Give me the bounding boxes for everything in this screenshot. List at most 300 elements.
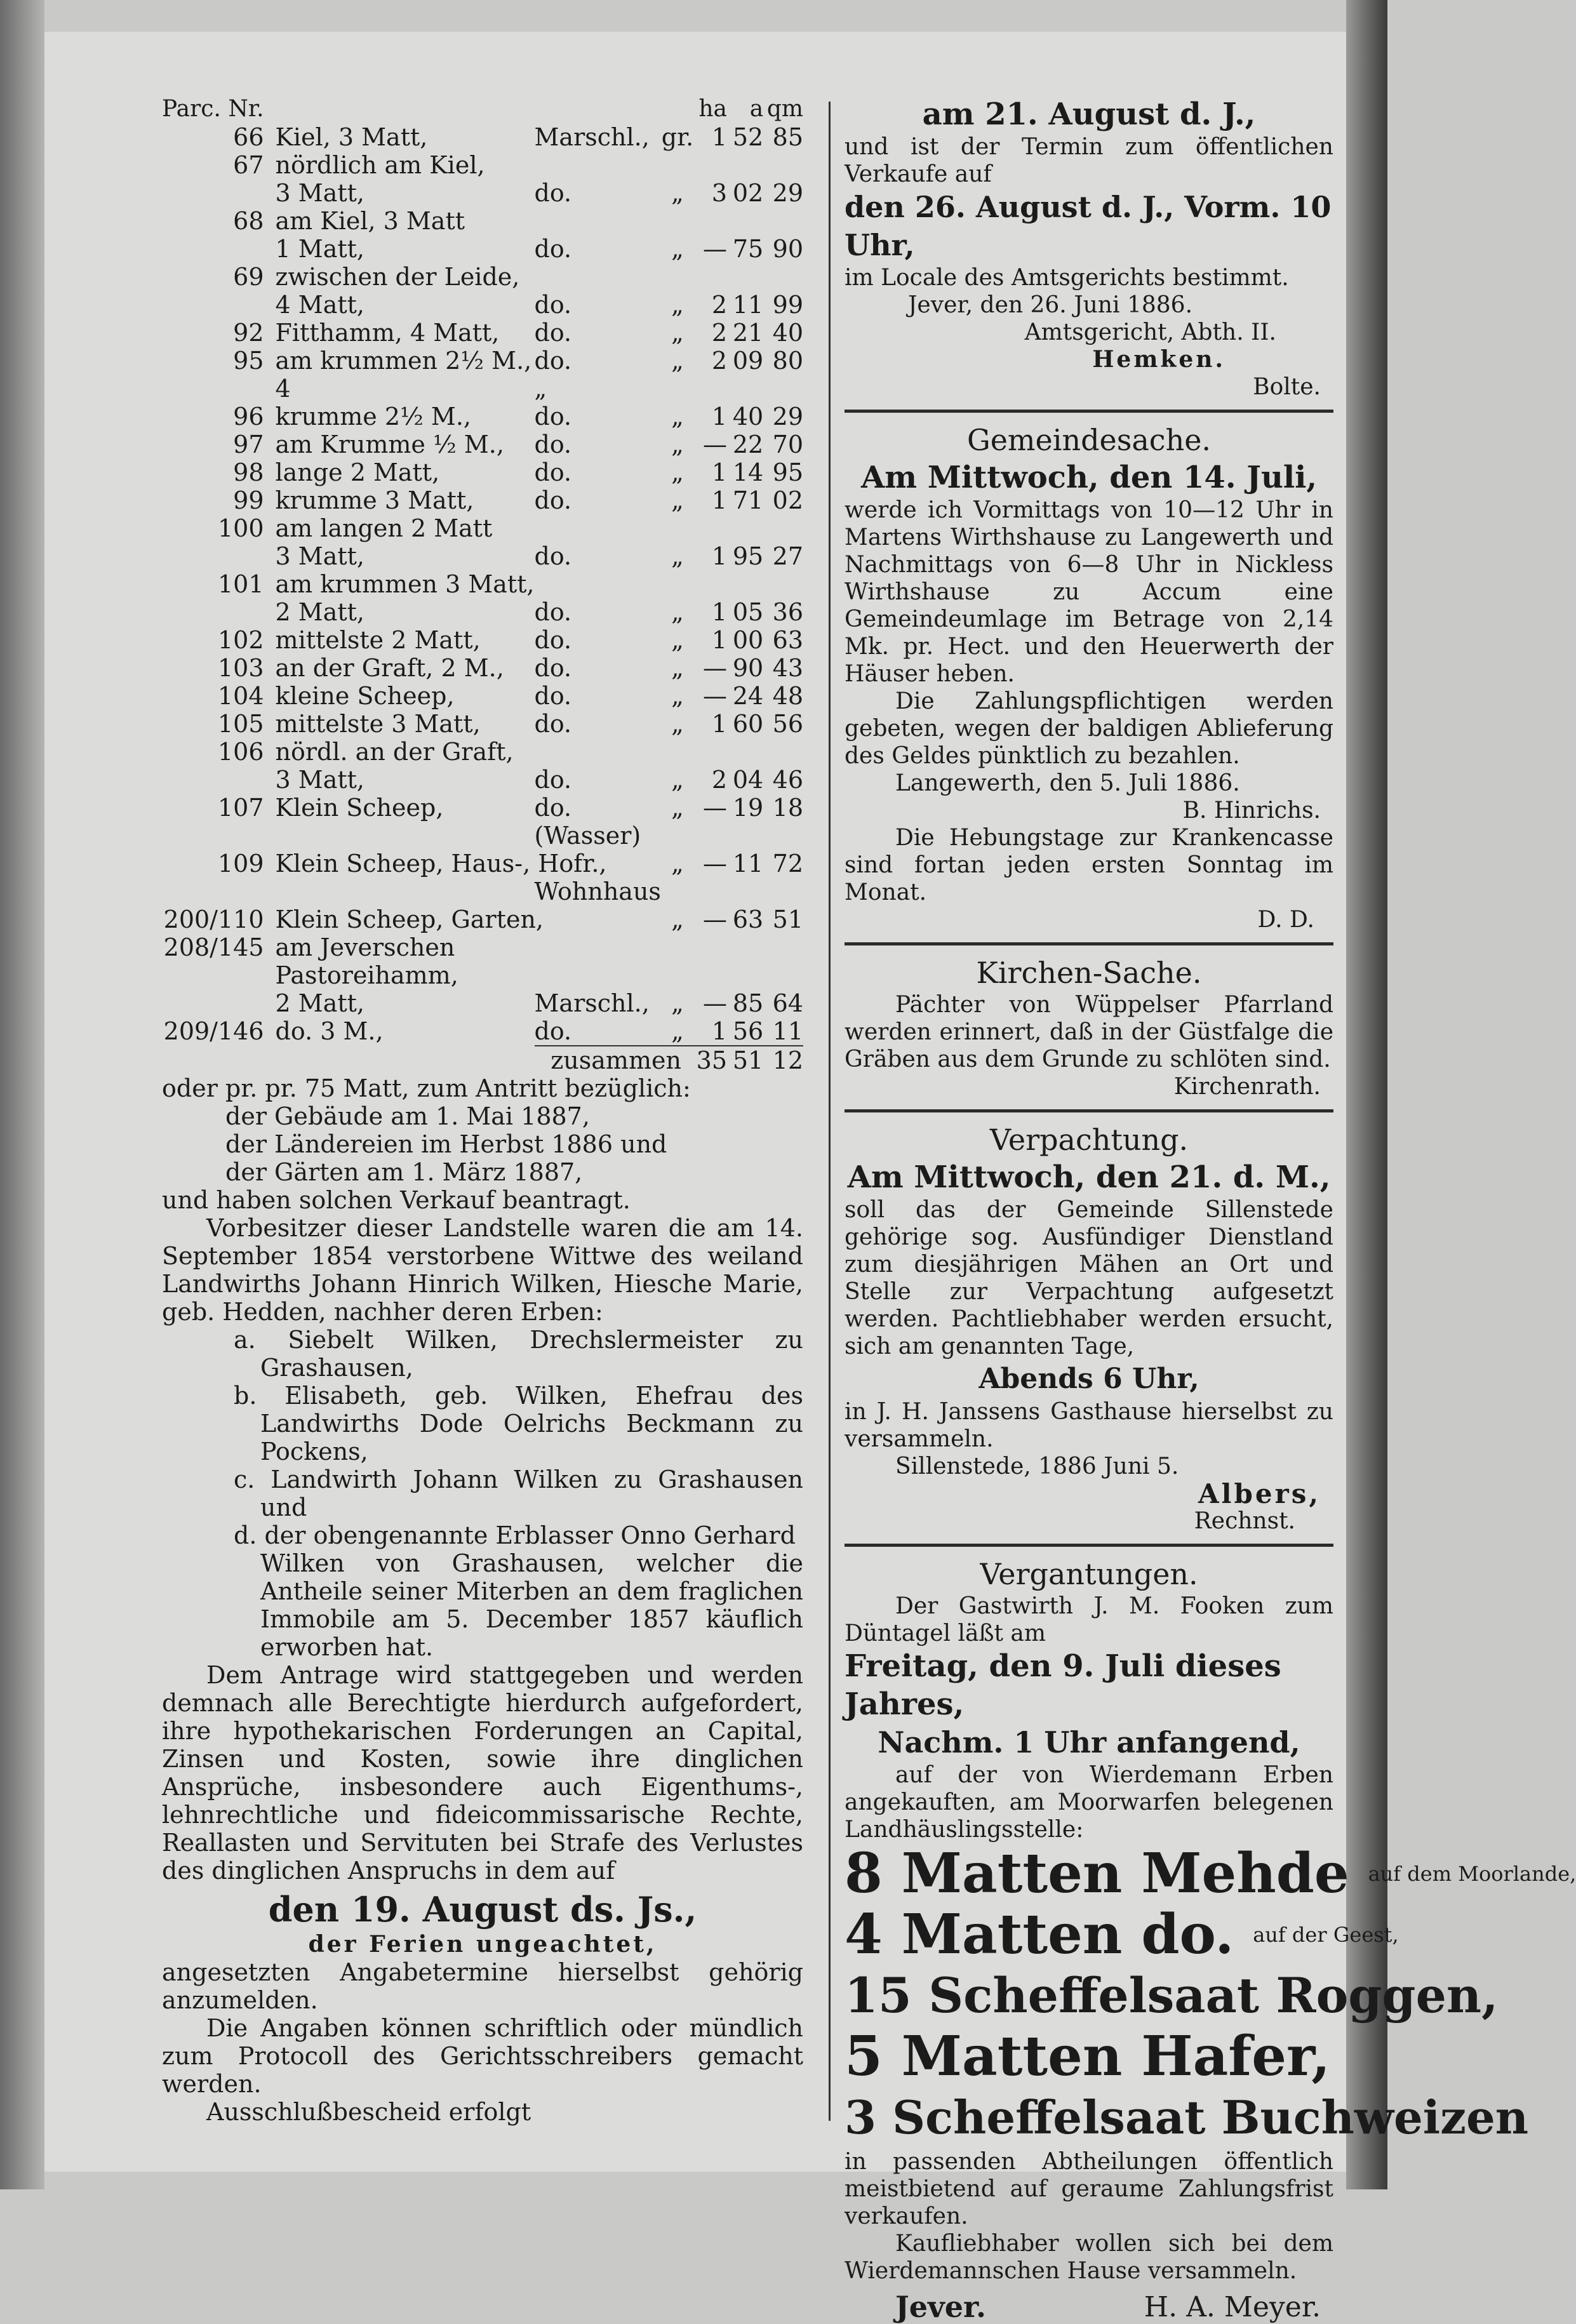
parc-a: 02	[732, 179, 764, 207]
parc-a	[727, 878, 763, 905]
parc-qm: 02	[772, 486, 803, 514]
table-row	[162, 179, 803, 207]
table-row	[162, 654, 803, 682]
table-row	[162, 905, 803, 933]
parc-desc: an der Graft, 2 M.,	[275, 654, 504, 682]
notice-heading: Freitag, den 9. Juli dieses Jahres,	[845, 1648, 1281, 1722]
parc-owner: do.	[534, 710, 572, 738]
header-ha: ha	[698, 96, 728, 122]
parc-qm: 85	[772, 123, 803, 151]
parc-owner: do.	[534, 291, 572, 319]
parc-qm: 64	[772, 989, 803, 1017]
parc-ha: 1	[711, 403, 728, 431]
parc-quality: „	[671, 654, 684, 682]
parc-a: 95	[732, 542, 764, 570]
parc-quality: „	[671, 403, 684, 431]
parc-owner: Marschl.,	[534, 123, 650, 151]
parc-nr	[162, 766, 276, 794]
parc-desc: 3 Matt,	[275, 766, 364, 794]
auction-item-note: auf dem Moorlande,	[1368, 1862, 1576, 1886]
place: Jever.	[895, 2290, 987, 2324]
parc-ha: 1	[711, 710, 728, 738]
auction-item-note: auf der Geest,	[1253, 1923, 1399, 1947]
parc-quality: „	[671, 431, 684, 458]
list-item-continuation: Wilken von Grashausen, welcher die Antheile seiner Miterben an dem fraglichen Immobile am 5. December 1857 käuflich erworben hat.	[260, 1549, 803, 1661]
table-row	[162, 710, 803, 738]
list-item: b. Elisabeth, geb. Wilken, Ehefrau des Landwirths Dode Oelrichs Beckmann zu Pockens,	[234, 1382, 803, 1466]
signature: Kirchenrath.	[1173, 1074, 1321, 1100]
parc-owner: do.	[534, 235, 572, 263]
table-row	[162, 514, 803, 542]
table-row	[162, 151, 803, 179]
parc-quality	[661, 933, 694, 961]
parc-quality: „	[671, 179, 684, 207]
paragraph: im Locale des Amtsgerichts bestimmt.	[845, 265, 1289, 291]
table-row	[162, 626, 803, 654]
parc-a	[727, 961, 763, 989]
auction-item-text: 8 Matten Mehde	[845, 1841, 1349, 1906]
parc-nr: 68	[233, 207, 264, 235]
table-row	[162, 766, 803, 794]
parc-qm	[763, 961, 803, 989]
parc-nr	[162, 989, 276, 1017]
parc-ha: 1	[711, 123, 728, 151]
parc-nr: 95	[233, 347, 264, 375]
parc-quality	[661, 151, 694, 179]
paragraph: Die Hebungstage zur Krankencasse sind fortan jeden ersten Sonntag im Monat.	[845, 825, 1333, 905]
section-rule	[845, 1544, 1333, 1547]
parc-a: 90	[732, 654, 764, 682]
parc-a: 11	[732, 850, 764, 878]
parc-desc: 2 Matt,	[275, 989, 364, 1017]
parc-qm: 29	[772, 403, 803, 431]
parc-desc: 3 Matt,	[275, 179, 364, 207]
parc-a	[727, 375, 763, 403]
parc-qm: 40	[772, 319, 803, 347]
parc-ha: 1	[711, 542, 728, 570]
table-row	[162, 933, 803, 961]
parc-qm	[763, 263, 803, 291]
parc-qm	[763, 822, 803, 850]
parc-desc: am Jeverschen	[275, 933, 455, 961]
parc-desc: mittelste 2 Matt,	[275, 626, 481, 654]
parc-a	[727, 151, 763, 179]
signature-row	[845, 2290, 1333, 2324]
auction-item-text: 4 Matten do.	[845, 1902, 1234, 1967]
paragraph: und ist der Termin zum öffentlichen Verkaufe auf	[845, 134, 1333, 187]
parc-qm: 63	[772, 626, 803, 654]
parc-nr	[162, 179, 276, 207]
auction-item-text: 15 Scheffelsaat Roggen,	[845, 1967, 1499, 2024]
parc-desc: lange 2 Matt,	[275, 458, 440, 486]
parc-owner: do.	[534, 319, 572, 347]
parc-a: 14	[732, 458, 764, 486]
deadline-date: den 19. August ds. Js.,	[268, 1889, 697, 1930]
table-row	[162, 989, 803, 1017]
parc-nr	[162, 542, 276, 570]
parc-ha: 1	[711, 486, 728, 514]
parc-quality: „	[671, 850, 684, 878]
parc-owner	[535, 570, 661, 598]
parc-owner	[535, 263, 661, 291]
parc-owner: Marschl.,	[534, 989, 650, 1017]
auction-item	[845, 1841, 1576, 1906]
parc-desc: 4	[275, 375, 291, 403]
list-item: a. Siebelt Wilken, Drechslermeister zu Grashausen,	[234, 1326, 803, 1382]
ferien-note: der Ferien ungeachtet,	[308, 1931, 657, 1958]
auction-item	[845, 2087, 1529, 2148]
parc-desc: krumme 3 Matt,	[275, 486, 474, 514]
parc-qm: 51	[772, 905, 803, 933]
parc-ha: 2	[711, 319, 728, 347]
auction-item-text: 5 Matten Hafer,	[845, 2024, 1331, 2088]
parc-nr: 96	[233, 403, 264, 431]
parc-a	[727, 263, 763, 291]
parc-nr: 107	[218, 794, 264, 822]
parc-qm: 72	[772, 850, 803, 878]
paragraph: Pächter von Wüppelser Pfarrland werden erinnert, daß in der Güstfalge die Gräben aus dem Grunde zu schlöten sind.	[845, 992, 1333, 1072]
parc-a: 19	[732, 794, 764, 822]
parc-a: 21	[732, 319, 764, 347]
paragraph: werde ich Vormittags von 10—12 Uhr in Martens Wirthshause zu Langewerth und Nachmittags von 6—8 Uhr in Nickless Wirthshause zu Accum eine Gemeindeumlage im Betrage von 2,14 Mk. pr. Hect. und den Heuerwerth der Häuser heben.	[845, 497, 1333, 687]
parc-ha: —	[703, 431, 728, 458]
parc-a	[727, 933, 763, 961]
parc-a: 71	[732, 486, 764, 514]
parc-quality	[661, 207, 694, 235]
notice-heading: Am Mittwoch, den 14. Juli,	[860, 460, 1318, 495]
parc-quality: „	[671, 905, 684, 933]
signature: Rechnst.	[1194, 1508, 1295, 1534]
parc-nr: 109	[218, 850, 264, 878]
parc-desc: nördlich am Kiel,	[275, 151, 485, 179]
parc-desc	[276, 878, 535, 905]
table-row	[162, 570, 803, 598]
paragraph: angesetzten Angabetermine hierselbst gehörig anzumelden.	[162, 1958, 803, 2014]
parc-quality	[661, 263, 694, 291]
parc-nr: 101	[218, 570, 264, 598]
parc-owner	[535, 151, 661, 179]
parc-desc: am krummen 3 Matt,	[275, 570, 535, 598]
place-date: Langewerth, den 5. Juli 1886.	[895, 770, 1240, 796]
paragraph: Kaufliebhaber wollen sich bei dem Wierdemannschen Hause versammeln.	[845, 2231, 1333, 2284]
parc-ha: 3	[711, 179, 728, 207]
parc-ha	[694, 822, 727, 850]
parc-ha	[694, 933, 727, 961]
parc-quality	[661, 514, 694, 542]
total-label: zusammen	[535, 1046, 694, 1074]
parc-quality: „	[671, 542, 684, 570]
paragraph: der Ländereien im Herbst 1886 und	[225, 1130, 667, 1158]
parc-a: 56	[732, 1017, 764, 1045]
right-column	[845, 95, 1576, 2324]
parc-nr	[162, 822, 276, 850]
parc-a	[727, 207, 763, 235]
parc-desc: mittelste 3 Matt,	[275, 710, 481, 738]
table-row	[162, 878, 803, 905]
parc-qm	[763, 151, 803, 179]
paragraph: Die Angaben können schriftlich oder mündlich zum Protocoll des Gerichtsschreibers gemacht werden.	[162, 2014, 803, 2098]
parc-quality: „	[671, 1017, 684, 1045]
parc-a: 00	[732, 626, 764, 654]
parc-a: 40	[732, 403, 764, 431]
parc-quality	[661, 822, 694, 850]
auction-item	[845, 1965, 1499, 2026]
paragraph: auf der von Wierdemann Erben angekauften, am Moorwarfen belegenen Landhäuslingsstelle:	[845, 1762, 1333, 1843]
parc-qm	[763, 933, 803, 961]
notice-heading: Nachm. 1 Uhr anfangend,	[878, 1725, 1300, 1760]
parc-desc: Klein Scheep, Garten,	[275, 905, 544, 933]
parc-desc: 1 Matt,	[275, 235, 364, 263]
parc-quality: „	[671, 682, 684, 710]
parc-a: 11	[732, 291, 764, 319]
parc-ha: 2	[711, 347, 728, 375]
parc-owner	[535, 738, 661, 766]
parc-quality	[661, 961, 694, 989]
parc-ha	[694, 263, 727, 291]
parc-desc: do. 3 M.,	[275, 1017, 384, 1045]
parc-desc: krumme 2½ M.,	[275, 403, 471, 431]
parc-qm: 56	[772, 710, 803, 738]
parc-qm: 27	[772, 542, 803, 570]
paragraph: Der Gastwirth J. M. Fooken zum Düntagel läßt am	[845, 1593, 1333, 1646]
parc-ha: —	[703, 235, 728, 263]
parc-ha	[694, 375, 727, 403]
section-title: Gemeindesache.	[966, 423, 1212, 457]
parc-quality: „	[671, 598, 684, 626]
parc-desc: am krummen 2½ M.,	[275, 347, 532, 375]
parc-nr	[162, 878, 276, 905]
parc-desc: Klein Scheep,	[275, 794, 444, 822]
parc-quality: gr.	[661, 123, 694, 151]
total-qm: 12	[763, 1046, 803, 1074]
parc-owner: do.	[534, 1017, 572, 1045]
parc-ha: 1	[711, 598, 728, 626]
parc-a: 24	[732, 682, 764, 710]
parc-quality: „	[671, 486, 684, 514]
parc-owner: do.	[534, 682, 572, 710]
parc-ha	[694, 570, 727, 598]
parc-a	[727, 822, 763, 850]
table-row	[162, 458, 803, 486]
paragraph: der Gärten am 1. März 1887,	[225, 1158, 583, 1186]
section-title: Kirchen-Sache.	[976, 956, 1202, 990]
signature: Hemken.	[1092, 346, 1225, 373]
parc-quality	[661, 738, 694, 766]
table-row	[162, 431, 803, 458]
parc-quality: „	[671, 235, 684, 263]
parc-qm	[763, 738, 803, 766]
paragraph: und haben solchen Verkauf beantragt.	[162, 1186, 631, 1214]
section-title: Verpachtung.	[989, 1123, 1189, 1157]
auction-item	[845, 1902, 1399, 1967]
parc-ha: 1	[711, 1017, 728, 1045]
parc-nr	[162, 375, 276, 403]
parc-a: 60	[732, 710, 764, 738]
parc-owner: „	[534, 375, 547, 403]
parcel-table	[162, 95, 803, 1074]
paragraph: soll das der Gemeinde Sillenstede gehörige sog. Ausfündiger Dienstland zum diesjährigen Mähen an Ort und Stelle zur Verpachtung aufgesetzt werden. Pachtliebhaber werden ersucht, sich am genannten Tage,	[845, 1197, 1333, 1359]
parc-ha: 2	[711, 766, 728, 794]
parc-ha	[694, 961, 727, 989]
paragraph: Die Zahlungspflichtigen werden gebeten, wegen der baldigen Ablieferung des Geldes pünktlich zu bezahlen.	[845, 688, 1333, 769]
parc-quality: „	[671, 291, 684, 319]
parc-desc: Pastoreihamm,	[275, 961, 458, 989]
table-row	[162, 542, 803, 570]
parc-qm	[763, 207, 803, 235]
parc-owner: do.	[534, 654, 572, 682]
parc-desc: am Kiel, 3 Matt	[275, 207, 465, 235]
parc-ha: —	[703, 989, 728, 1017]
parc-owner: do.	[534, 486, 572, 514]
parc-desc: 4 Matt,	[275, 291, 364, 319]
parc-desc: nördl. an der Graft,	[275, 738, 514, 766]
paragraph: Dem Antrage wird stattgegeben und werden demnach alle Berechtigte hierdurch aufgefordert, ihre hypothekarischen Forderungen an Capital, Zinsen und Kosten, sowie ihre dinglichen Ansprüche, insbesondere auch Eigenthums-, lehnrechtliche und fideicommissarische Rechte, Reallasten und Servituten bei Strafe des Verlustes des dinglichen Anspruchs in dem auf	[162, 1661, 803, 1885]
parc-qm	[763, 375, 803, 403]
parc-nr	[162, 961, 276, 989]
total-ha: 35	[694, 1046, 727, 1074]
header-a: a	[749, 96, 764, 122]
parc-ha: —	[703, 794, 728, 822]
parc-quality: „	[671, 989, 684, 1017]
parc-qm: 70	[772, 431, 803, 458]
auction-item	[845, 2026, 1333, 2087]
parc-nr: 208/145	[163, 933, 264, 961]
header-qm: qm	[766, 96, 803, 122]
section-rule	[845, 410, 1333, 413]
signature: Albers,	[1198, 1478, 1321, 1509]
parc-ha	[694, 151, 727, 179]
parc-a: 75	[732, 235, 764, 263]
parc-qm: 48	[772, 682, 803, 710]
parc-nr: 69	[233, 263, 264, 291]
parc-qm: 43	[772, 654, 803, 682]
table-row	[162, 682, 803, 710]
table-row	[162, 207, 803, 235]
table-row	[162, 235, 803, 263]
table-row	[162, 291, 803, 319]
notice-heading: Am Mittwoch, den 21. d. M.,	[847, 1159, 1331, 1195]
parc-qm: 29	[772, 179, 803, 207]
parc-qm: 99	[772, 291, 803, 319]
parc-owner: do.	[534, 458, 572, 486]
parc-ha: 1	[711, 458, 728, 486]
parc-owner: do.	[534, 542, 572, 570]
parc-a: 22	[732, 431, 764, 458]
parc-nr: 66	[233, 123, 264, 151]
parc-a: 09	[732, 347, 764, 375]
notice-heading: den 26. August d. J., Vorm. 10 Uhr,	[845, 190, 1332, 262]
parc-desc: am langen 2 Matt	[275, 514, 493, 542]
parc-nr: 106	[218, 738, 264, 766]
parc-a: 52	[732, 123, 764, 151]
parc-qm: 36	[772, 598, 803, 626]
notice-heading: am 21. August d. J.,	[922, 97, 1256, 132]
parc-ha: —	[703, 654, 728, 682]
parc-qm: 80	[772, 347, 803, 375]
paragraph: Ausschlußbescheid erfolgt	[206, 2098, 531, 2126]
parc-ha: —	[703, 850, 728, 878]
parc-nr: 104	[218, 682, 264, 710]
parc-quality	[661, 375, 694, 403]
parc-nr: 102	[218, 626, 264, 654]
parc-qm	[763, 878, 803, 905]
table-row	[162, 822, 803, 850]
parc-ha	[694, 207, 727, 235]
paragraph: in passenden Abtheilungen öffentlich meistbietend auf geraume Zahlungsfrist verkaufen.	[845, 2149, 1333, 2229]
signature: H. A. Meyer.	[1144, 2291, 1321, 2323]
table-row	[162, 347, 803, 375]
parc-quality	[661, 878, 694, 905]
list-item: c. Landwirth Johann Wilken zu Grashausen und	[234, 1466, 803, 1521]
parc-owner	[535, 961, 661, 989]
paragraph: der Gebäude am 1. Mai 1887,	[225, 1102, 590, 1130]
parc-qm: 11	[772, 1017, 803, 1045]
parc-quality: „	[671, 347, 684, 375]
parc-ha	[694, 514, 727, 542]
parc-owner: do.	[534, 403, 572, 431]
list-item: d. der obengenannte Erblasser Onno Gerhard	[234, 1521, 796, 1549]
parc-quality	[661, 570, 694, 598]
parc-nr	[162, 291, 276, 319]
paragraph: oder pr. pr. 75 Matt, zum Antritt bezüglich:	[162, 1074, 691, 1102]
parc-owner: do.	[534, 626, 572, 654]
parc-quality: „	[671, 766, 684, 794]
book-gutter	[0, 0, 44, 2189]
parc-desc: zwischen der Leide,	[275, 263, 520, 291]
section-rule	[845, 942, 1333, 945]
paragraph: Vorbesitzer dieser Landstelle waren die am 14. September 1854 verstorbene Wittwe des weiland Landwirths Johann Hinrich Wilken, Hiesche Marie, geb. Hedden, nachher deren Erben:	[162, 1214, 803, 1326]
parc-nr: 98	[233, 458, 264, 486]
table-row	[162, 375, 803, 403]
parc-ha	[694, 878, 727, 905]
parc-ha: —	[703, 905, 728, 933]
parc-owner: do.	[534, 794, 572, 822]
parc-qm: 18	[772, 794, 803, 822]
parc-nr: 209/146	[163, 1017, 264, 1045]
section-rule	[845, 1109, 1333, 1112]
parc-nr	[162, 598, 276, 626]
parc-a: 85	[732, 989, 764, 1017]
table-row	[162, 263, 803, 291]
parc-desc	[276, 822, 535, 850]
table-row	[162, 486, 803, 514]
parc-owner: (Wasser)	[534, 822, 641, 850]
parc-owner: do.	[534, 179, 572, 207]
table-row	[162, 1017, 803, 1046]
parc-qm: 46	[772, 766, 803, 794]
parc-nr: 67	[233, 151, 264, 179]
table-row	[162, 961, 803, 989]
header-parc-nr: Parc. Nr.	[162, 96, 264, 122]
parc-desc: Fitthamm, 4 Matt,	[275, 319, 500, 347]
parc-a: 05	[732, 598, 764, 626]
parc-owner	[535, 933, 661, 961]
table-row	[162, 403, 803, 431]
parc-desc: kleine Scheep,	[275, 682, 455, 710]
auction-item-text: 3 Scheffelsaat Buchweizen	[845, 2090, 1529, 2144]
parcel-table-header	[162, 95, 803, 123]
signature: B. Hinrichs.	[1182, 798, 1321, 824]
parc-a: 04	[732, 766, 764, 794]
parc-owner	[535, 207, 661, 235]
table-row	[162, 123, 803, 151]
parc-nr: 97	[233, 431, 264, 458]
parc-nr: 100	[218, 514, 264, 542]
section-title: Vergantungen.	[980, 1557, 1198, 1591]
parc-quality: „	[671, 626, 684, 654]
parc-nr	[162, 235, 276, 263]
parc-qm	[763, 514, 803, 542]
